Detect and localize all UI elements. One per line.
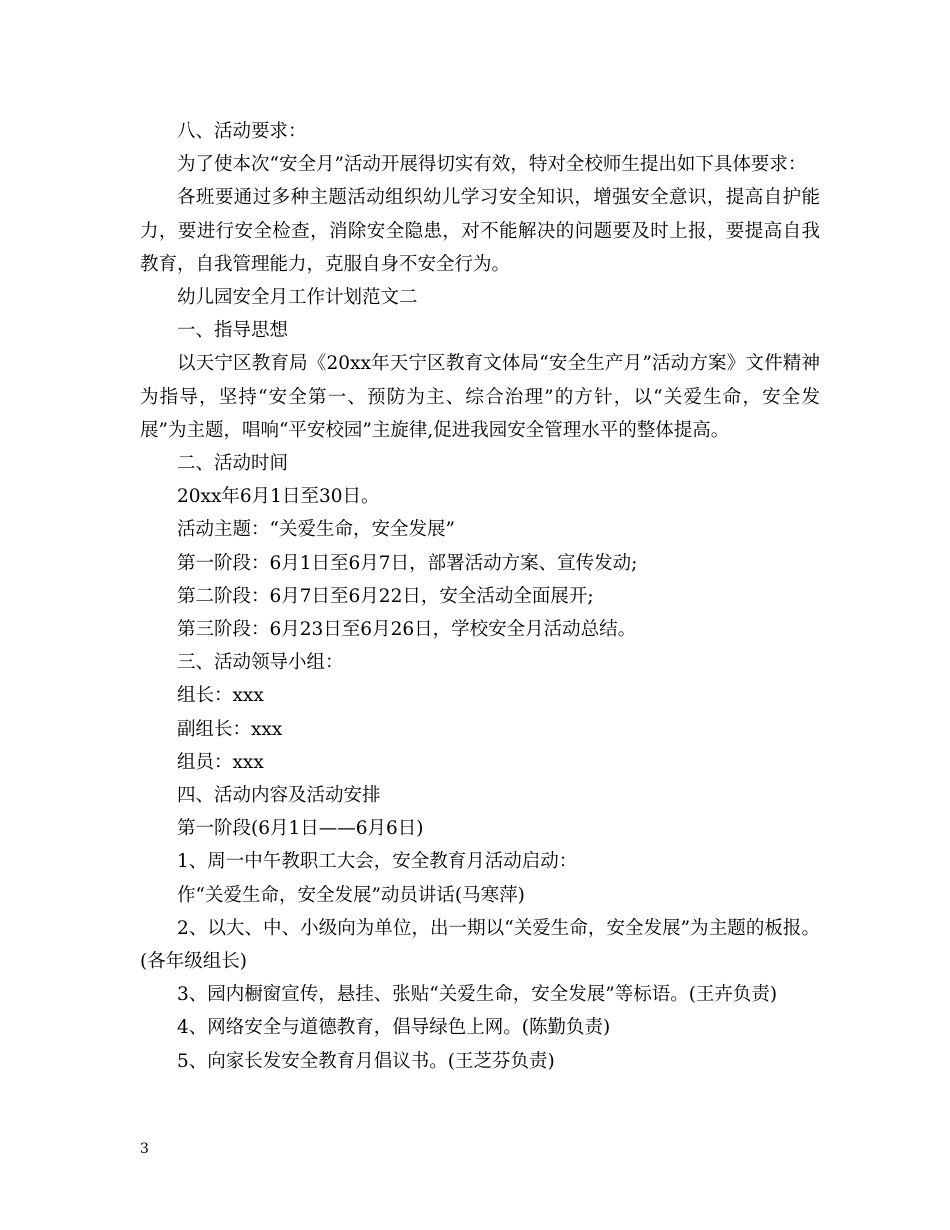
paragraph-leadership-heading: 三、活动领导小组： <box>177 652 344 674</box>
paragraph-item-1-speech: 作“关爱生命，安全发展”动员讲话(马寒萍) <box>177 884 525 906</box>
paragraph-activity-theme: 活动主题：“关爱生命，安全发展” <box>177 519 455 541</box>
paragraph-stage-one-range: 第一阶段(6月1日——6月6日) <box>177 818 424 840</box>
paragraph-item-3: 3、园内橱窗宣传，悬挂、张贴“关爱生命，安全发展”等标语。(王卉负责) <box>177 984 778 1006</box>
page-number: 3 <box>140 1141 149 1157</box>
paragraph-stage-one: 第一阶段：6月1日至6月7日，部署活动方案、宣传发动; <box>177 552 638 574</box>
paragraph-team-leader: 组长：xxx <box>177 685 264 707</box>
paragraph-item-5: 5、向家长发安全教育月倡议书。(王芝芬负责) <box>177 1050 555 1072</box>
paragraph-requirements-heading: 八、活动要求： <box>177 121 307 142</box>
document-body <box>140 115 820 1078</box>
paragraph-team-members: 组员：xxx <box>177 751 264 773</box>
paragraph-stage-two: 第二阶段：6月7日至6月22日，安全活动全面展开; <box>177 585 594 607</box>
paragraph-deputy-leader: 副组长：xxx <box>177 718 283 740</box>
paragraph-sample-two-title: 幼儿园安全月工作计划范文二 <box>177 287 418 309</box>
paragraph-content-heading: 四、活动内容及活动安排 <box>177 785 381 807</box>
paragraph-guiding-thought-heading: 一、指导思想 <box>177 320 289 342</box>
paragraph-guiding-thought-body: 以天宁区教育局《20xx年天宁区教育文体局“安全生产月”活动方案》文件精神为指导，坚持“安全第一、预防为主、综合治理”的方针，以“关爱生命，安全发展”为主题，唱响“平安校园”主旋律,促进我园安全管理水平的整体提高。 <box>140 353 820 441</box>
paragraph-stage-three: 第三阶段：6月23日至6月26日，学校安全月活动总结。 <box>177 619 637 641</box>
paragraph-requirements-intro: 为了使本次“安全月”活动开展得切实有效，特对全校师生提出如下具体要求： <box>177 154 807 176</box>
paragraph-activity-time-heading: 二、活动时间 <box>177 453 289 475</box>
paragraph-requirements-body: 各班要通过多种主题活动组织幼儿学习安全知识，增强安全意识，提高自护能力，要进行安全检查，消除安全隐患，对不能解决的问题要及时上报，要提高自我教育，自我管理能力，克服自身不安全行为。 <box>140 187 820 275</box>
paragraph-item-2: 2、以大、中、小级向为单位，出一期以“关爱生命，安全发展”为主题的板报。(各年级组长) <box>140 917 820 973</box>
paragraph-activity-dates: 20xx年6月1日至30日。 <box>177 486 380 508</box>
paragraph-item-1: 1、周一中午教职工大会，安全教育月活动启动： <box>177 851 578 873</box>
paragraph-item-4: 4、网络安全与道德教育，倡导绿色上网。(陈勤负责) <box>177 1017 611 1039</box>
